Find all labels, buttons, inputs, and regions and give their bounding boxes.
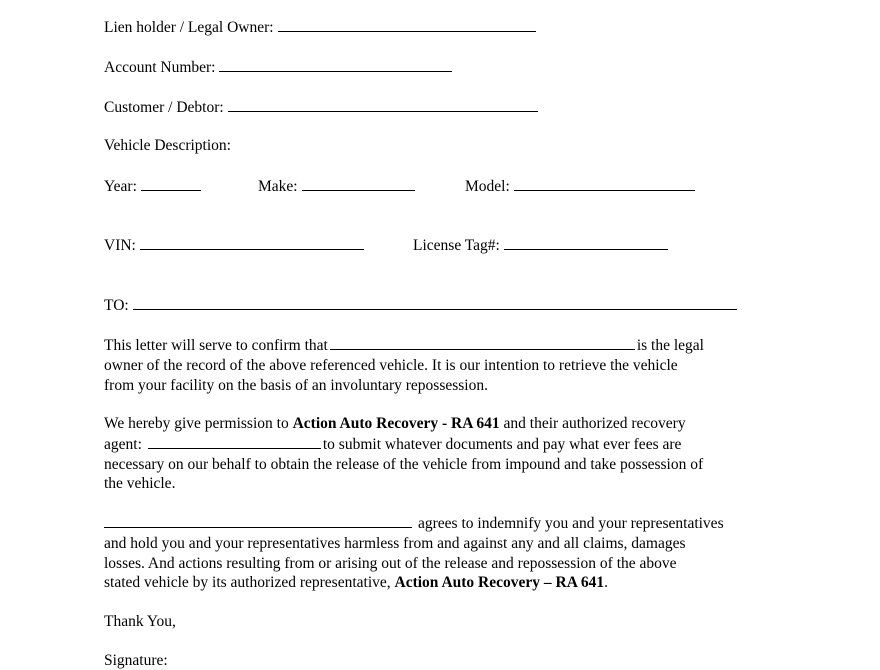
signature-label: Signature:: [104, 652, 168, 669]
lienholder-row: [104, 17, 536, 37]
paragraph-line: from your facility on the basis of an involuntary repossession.: [104, 376, 488, 394]
indemnifier-blank[interactable]: [104, 513, 412, 528]
legal-owner-blank[interactable]: [330, 335, 635, 350]
vin-field: [104, 235, 364, 255]
make-blank[interactable]: [302, 176, 415, 191]
make-label: Make:: [258, 178, 298, 195]
paragraph-text: is the legal: [636, 337, 704, 354]
license-field: [413, 235, 668, 255]
paragraph-text: .: [604, 574, 609, 592]
to-blank[interactable]: [133, 295, 737, 310]
paragraph-line: [104, 573, 784, 593]
paragraph-line: [104, 513, 784, 534]
paragraph-line: owner of the record of the above referenced vehicle. It is our intention to retrieve the vehicle: [104, 356, 678, 374]
paragraph-text: agrees to indemnify you and your representatives: [418, 515, 724, 532]
vehicle-description-label: Vehicle Description:: [104, 137, 231, 154]
paragraph-permission: [104, 414, 784, 494]
company-name: Action Auto Recovery - RA 641: [292, 415, 500, 432]
customer-label: Customer / Debtor:: [104, 99, 224, 116]
model-blank[interactable]: [514, 176, 695, 191]
year-label: Year:: [104, 178, 137, 195]
paragraph-line: and hold you and your representatives harmless from and against any and all claims, damages: [104, 534, 686, 552]
paragraph-text: and their authorized recovery: [503, 415, 686, 432]
agent-label: agent:: [104, 435, 142, 453]
vin-label: VIN:: [104, 237, 136, 254]
account-row: [104, 57, 452, 77]
vehicle-description-row: [104, 136, 231, 155]
lienholder-label: Lien holder / Legal Owner:: [104, 19, 274, 36]
paragraph-line: [104, 335, 784, 356]
vin-blank[interactable]: [140, 235, 364, 250]
year-field: [104, 176, 201, 196]
customer-blank[interactable]: [228, 97, 538, 112]
paragraph-text: stated vehicle by its authorized representative,: [104, 574, 391, 592]
model-field: [465, 176, 695, 196]
account-label: Account Number:: [104, 59, 216, 76]
make-field: [258, 176, 415, 196]
model-label: Model:: [465, 178, 510, 195]
paragraph-line: [104, 414, 784, 434]
agent-blank[interactable]: [148, 434, 321, 449]
lienholder-blank[interactable]: [278, 17, 536, 32]
year-blank[interactable]: [141, 176, 201, 191]
paragraph-line: the vehicle.: [104, 475, 176, 493]
license-label: License Tag#:: [413, 237, 500, 254]
paragraph-line: necessary on our behalf to obtain the release of the vehicle from impound and take possession of: [104, 455, 704, 473]
account-blank[interactable]: [219, 57, 452, 72]
license-blank[interactable]: [504, 235, 668, 250]
paragraph-text: We hereby give permission to: [104, 415, 289, 432]
paragraph-text: to submit whatever documents and pay what ever fees are: [322, 435, 682, 453]
closing-thanks: Thank You,: [104, 613, 176, 630]
paragraph-indemnify: [104, 513, 784, 593]
company-name: Action Auto Recovery – RA 641: [394, 574, 605, 592]
paragraph-confirmation: [104, 335, 784, 395]
customer-row: [104, 97, 538, 117]
paragraph-line: losses. And actions resulting from or arising out of the release and repossession of the above: [104, 554, 677, 572]
to-label: TO:: [104, 297, 129, 314]
paragraph-text: This letter will serve to confirm that: [104, 337, 328, 354]
paragraph-line: [104, 434, 784, 455]
to-row: [104, 295, 737, 315]
